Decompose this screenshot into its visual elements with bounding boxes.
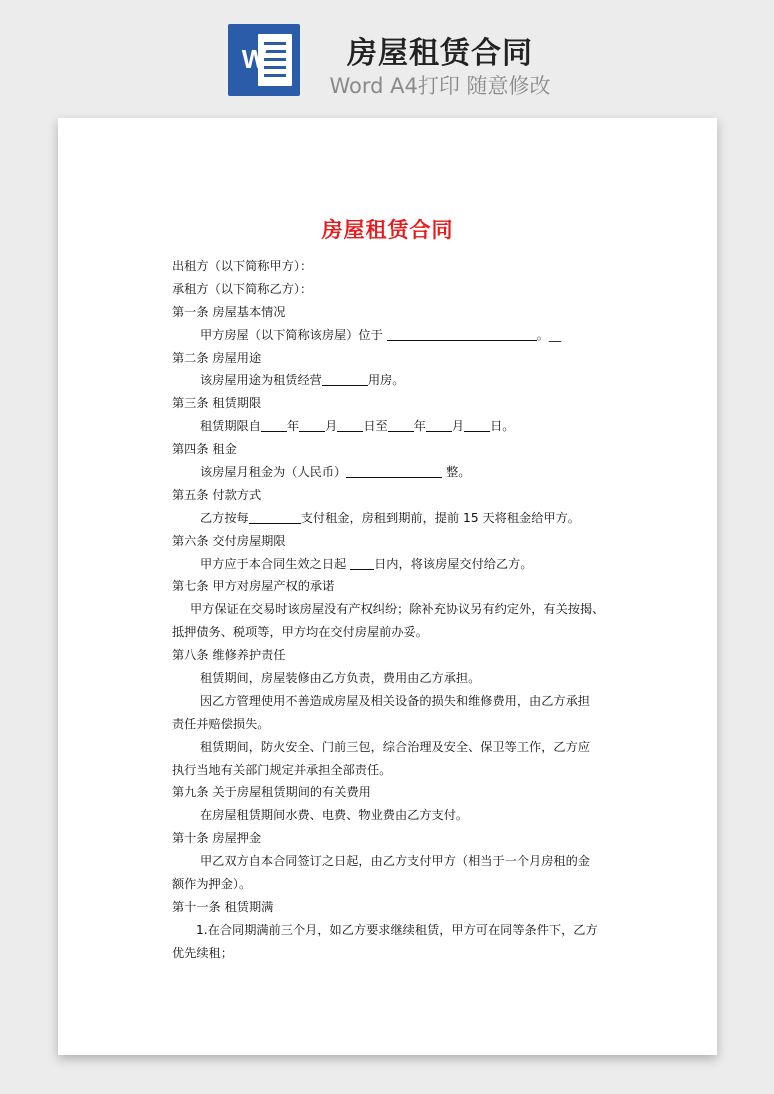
text-line: 责任并赔偿损失。 — [172, 716, 270, 731]
text-fragment: 甲方应于本合同生效之日起 — [200, 556, 351, 571]
fill-blank-location[interactable] — [387, 326, 537, 341]
text-line: 执行当地有关部门规定并承担全部责任。 — [172, 762, 392, 777]
document-body — [172, 255, 605, 965]
article-heading: 第五条 付款方式 — [172, 487, 262, 502]
text-fragment: 月 — [451, 419, 465, 434]
header-subtitle: Word A4打印 随意修改 — [329, 74, 551, 98]
text-fragment: 租赁期限自 — [200, 419, 261, 434]
fill-blank-usage[interactable] — [322, 371, 368, 386]
text-line: 租赁期间，房屋装修由乙方负责，费用由乙方承担。 — [200, 671, 481, 686]
fill-blank-start-year[interactable] — [261, 417, 287, 432]
text-line: 甲方保证在交易时该房屋没有产权纠纷；除补充协议另有约定外，有关按揭、 — [190, 602, 605, 617]
fill-blank-end-year[interactable] — [388, 417, 414, 432]
fill-blank-rent[interactable] — [346, 463, 442, 478]
article-heading: 第十一条 租赁期满 — [172, 899, 274, 914]
text-line — [172, 324, 602, 347]
fill-blank-start-day[interactable] — [337, 417, 363, 432]
text-line: 1.在合同期满前三个月，如乙方要求继续租赁，甲方可在同等条件下，乙方 — [196, 922, 598, 937]
document-title: 房屋租赁合同 — [321, 218, 454, 242]
text-line: 优先续租； — [172, 945, 233, 960]
text-fragment: 年 — [286, 419, 300, 434]
text-line — [172, 553, 602, 576]
word-icon-letter: W — [241, 44, 267, 74]
text-line: 抵押债务、税项等，甲方均在交付房屋前办妥。 — [172, 625, 428, 640]
text-fragment: 月 — [325, 419, 338, 434]
text-line: 出租方（以下简称甲方）： — [172, 259, 313, 273]
text-fragment: 乙方按每 — [200, 510, 249, 525]
article-heading: 第十条 房屋押金 — [172, 831, 262, 846]
text-fragment: 支付租金，房租到期前，提前 15 天将租金给甲方。 — [300, 510, 580, 525]
text-fragment: 甲方房屋（以下简称该房屋）位于 — [200, 327, 387, 342]
text-fragment: 日内，将该房屋交付给乙方。 — [374, 556, 533, 571]
text-fragment: 日至 — [363, 419, 388, 434]
text-fragment: 用房。 — [367, 373, 405, 388]
article-heading: 第六条 交付房屋期限 — [172, 533, 286, 548]
text-line: 租赁期间，防火安全、门前三包，综合治理及安全、保卫等工作，乙方应 — [200, 739, 590, 754]
text-line: 承租方（以下简称乙方）： — [172, 281, 313, 296]
word-icon — [228, 24, 300, 96]
document-page — [58, 118, 717, 1055]
text-fragment: 该房屋用途为租赁经营 — [200, 373, 322, 388]
fill-blank-days[interactable] — [350, 555, 374, 570]
text-line: 在房屋租赁期间水费、电费、物业费由乙方支付。 — [200, 808, 469, 823]
text-fragment: 该房屋月租金为（人民币） — [200, 465, 347, 480]
fill-blank-end-day[interactable] — [464, 417, 490, 432]
article-heading: 第七条 甲方对房屋产权的承诺 — [172, 579, 335, 594]
text-line: 因乙方管理使用不善造成房屋及相关设备的损失和维修费用，由乙方承担 — [200, 693, 590, 708]
text-line — [172, 461, 602, 484]
text-fragment: 年 — [413, 419, 426, 434]
fill-blank-period[interactable] — [249, 509, 301, 524]
text-line — [172, 369, 602, 392]
page-header — [0, 0, 774, 110]
text-line: 甲乙双方自本合同签订之日起，由乙方支付甲方（相当于一个月房租的金 — [200, 854, 590, 869]
text-line: 额作为押金）。 — [172, 877, 252, 892]
article-heading: 第九条 关于房屋租赁期间的有关费用 — [172, 785, 371, 800]
article-heading: 第四条 租金 — [172, 442, 237, 457]
fill-blank-end-month[interactable] — [426, 417, 452, 432]
fill-blank-start-month[interactable] — [299, 417, 325, 432]
article-heading: 第三条 租赁期限 — [172, 396, 262, 411]
article-heading: 第二条 房屋用途 — [172, 350, 262, 365]
article-heading: 第八条 维修养护责任 — [172, 648, 286, 663]
text-fragment: 日。 — [490, 419, 515, 434]
text-fragment: 。__ — [536, 327, 562, 342]
text-line — [172, 415, 602, 438]
article-heading: 第一条 房屋基本情况 — [172, 304, 286, 319]
header-title: 房屋租赁合同 — [347, 36, 533, 71]
text-line — [172, 507, 602, 530]
text-fragment: 整。 — [442, 465, 471, 480]
